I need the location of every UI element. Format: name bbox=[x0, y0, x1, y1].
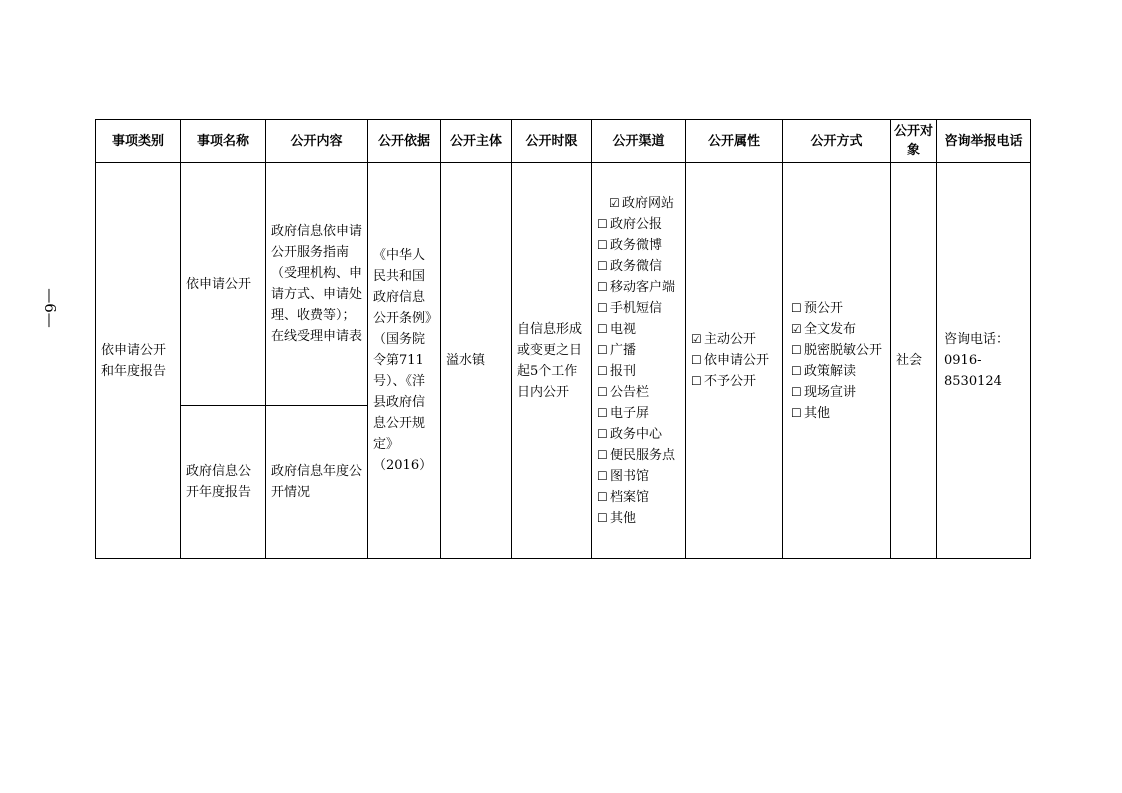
attribute-cell bbox=[686, 163, 783, 559]
channel-label: 手机短信 bbox=[610, 300, 663, 316]
channel-label: 图书馆 bbox=[610, 468, 650, 484]
page-number: —6— bbox=[41, 288, 59, 328]
attribute-label: 依申请公开 bbox=[704, 353, 770, 368]
method-label: 其他 bbox=[804, 405, 831, 421]
channel-item bbox=[597, 319, 680, 340]
channels-cell bbox=[592, 163, 686, 559]
method-item bbox=[791, 403, 885, 424]
channel-label: 电子屏 bbox=[610, 405, 650, 421]
item-content-cell: 政府信息年度公开情况 bbox=[266, 406, 368, 559]
checkbox-icon: ☐ bbox=[597, 384, 608, 399]
channel-label: 报刊 bbox=[610, 363, 637, 379]
channel-item bbox=[597, 298, 680, 319]
channel-list bbox=[597, 193, 680, 529]
channel-label: 政府网站 bbox=[622, 195, 675, 211]
item-name-cell: 依申请公开 bbox=[181, 163, 266, 406]
attribute-item bbox=[691, 350, 777, 371]
channel-item bbox=[597, 466, 680, 487]
method-label: 现场宣讲 bbox=[804, 384, 857, 400]
channel-item bbox=[597, 487, 680, 508]
contact-label: 咨询电话： bbox=[944, 332, 1010, 347]
method-cell bbox=[783, 163, 891, 559]
checkbox-icon: ☐ bbox=[791, 384, 802, 399]
channel-item bbox=[597, 277, 680, 298]
attribute-list bbox=[691, 329, 777, 392]
checkbox-icon: ☐ bbox=[597, 510, 608, 525]
checkbox-icon: ☐ bbox=[597, 468, 608, 483]
header-attribute: 公开属性 bbox=[686, 120, 783, 163]
checkbox-icon: ☐ bbox=[691, 374, 702, 388]
checkbox-icon: ☐ bbox=[791, 342, 802, 357]
header-content: 公开内容 bbox=[266, 120, 368, 163]
header-contact: 咨询举报电话 bbox=[937, 120, 1031, 163]
method-list bbox=[791, 298, 885, 424]
category-cell: 依申请公开和年度报告 bbox=[96, 163, 181, 559]
attribute-item bbox=[691, 371, 777, 392]
method-label: 脱密脱敏公开 bbox=[804, 342, 883, 358]
basis-cell: 《中华人民共和国政府信息公开条例》（国务院令第711号）、《洋县政府信息公开规定》（2016） bbox=[368, 163, 441, 559]
channel-item bbox=[597, 235, 680, 256]
header-basis: 公开依据 bbox=[368, 120, 441, 163]
channel-label: 政府公报 bbox=[610, 216, 663, 232]
channel-label: 便民服务点 bbox=[610, 447, 676, 463]
header-time-limit: 公开时限 bbox=[512, 120, 592, 163]
header-subject: 公开主体 bbox=[441, 120, 512, 163]
checkbox-icon: ☐ bbox=[597, 279, 608, 294]
time-limit-cell: 自信息形成或变更之日起5个工作日内公开 bbox=[512, 163, 592, 559]
attribute-label: 不予公开 bbox=[704, 374, 757, 389]
checkbox-icon: ☐ bbox=[597, 489, 608, 504]
item-content-cell: 政府信息依申请公开服务指南（受理机构、申请方式、申请处理、收费等）；在线受理申请表 bbox=[266, 163, 368, 406]
checkbox-checked-icon: ☑ bbox=[791, 321, 802, 336]
checkbox-icon: ☐ bbox=[597, 342, 608, 357]
checkbox-icon: ☐ bbox=[597, 258, 608, 273]
method-item bbox=[791, 319, 885, 340]
checkbox-checked-icon: ☑ bbox=[609, 195, 620, 210]
channel-item bbox=[597, 256, 680, 277]
header-target: 公开对象 bbox=[891, 120, 937, 163]
checkbox-icon: ☐ bbox=[597, 321, 608, 336]
channel-item bbox=[597, 403, 680, 424]
attribute-item bbox=[691, 329, 777, 350]
channel-item bbox=[597, 361, 680, 382]
subject-cell: 溢水镇 bbox=[441, 163, 512, 559]
channel-label: 移动客户端 bbox=[610, 279, 676, 295]
attribute-label: 主动公开 bbox=[704, 332, 757, 347]
channel-label: 广播 bbox=[610, 342, 637, 358]
header-method: 公开方式 bbox=[783, 120, 891, 163]
checkbox-icon: ☐ bbox=[791, 300, 802, 315]
target-cell: 社会 bbox=[891, 163, 937, 559]
item-name-cell: 政府信息公开年度报告 bbox=[181, 406, 266, 559]
checkbox-icon: ☐ bbox=[597, 447, 608, 462]
method-label: 全文发布 bbox=[804, 321, 857, 337]
header-item-name: 事项名称 bbox=[181, 120, 266, 163]
method-item bbox=[791, 361, 885, 382]
channel-item bbox=[597, 193, 680, 214]
checkbox-icon: ☐ bbox=[597, 216, 608, 231]
checkbox-icon: ☐ bbox=[791, 405, 802, 420]
checkbox-icon: ☐ bbox=[597, 426, 608, 441]
contact-phone: 0916-8530124 bbox=[944, 353, 1002, 389]
channel-label: 政务中心 bbox=[610, 426, 663, 442]
header-channels: 公开渠道 bbox=[592, 120, 686, 163]
channel-item bbox=[597, 445, 680, 466]
channel-item bbox=[597, 382, 680, 403]
method-item bbox=[791, 298, 885, 319]
channel-item bbox=[597, 424, 680, 445]
checkbox-icon: ☐ bbox=[597, 237, 608, 252]
checkbox-icon: ☐ bbox=[791, 363, 802, 378]
channel-item bbox=[597, 340, 680, 361]
channel-label: 公告栏 bbox=[610, 384, 650, 400]
checkbox-checked-icon: ☑ bbox=[691, 332, 702, 346]
header-category: 事项类别 bbox=[96, 120, 181, 163]
channel-label: 电视 bbox=[610, 321, 637, 337]
channel-label: 档案馆 bbox=[610, 489, 650, 505]
channel-label: 政务微信 bbox=[610, 258, 663, 274]
checkbox-icon: ☐ bbox=[597, 300, 608, 315]
header-row bbox=[96, 120, 1031, 163]
channel-item bbox=[597, 214, 680, 235]
channel-label: 其他 bbox=[610, 510, 637, 526]
method-label: 政策解读 bbox=[804, 363, 857, 379]
checkbox-icon: ☐ bbox=[597, 405, 608, 420]
contact-cell bbox=[937, 163, 1031, 559]
method-item bbox=[791, 382, 885, 403]
disclosure-table bbox=[95, 119, 1031, 559]
method-label: 预公开 bbox=[804, 300, 844, 316]
channel-label: 政务微博 bbox=[610, 237, 663, 253]
method-item bbox=[791, 340, 885, 361]
channel-item bbox=[597, 508, 680, 529]
table-row bbox=[96, 163, 1031, 406]
checkbox-icon: ☐ bbox=[597, 363, 608, 378]
checkbox-icon: ☐ bbox=[691, 353, 702, 367]
